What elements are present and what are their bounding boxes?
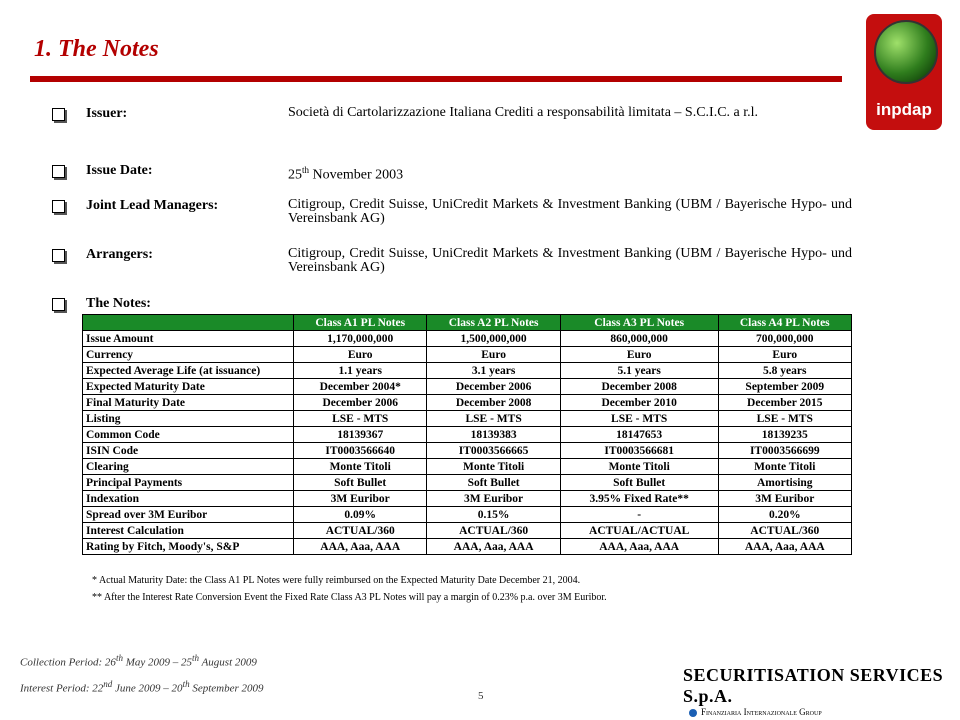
table-row <box>83 347 852 363</box>
title-rule <box>30 76 842 82</box>
table-cell: IT0003566699 <box>718 443 851 459</box>
interest-period: Interest Period: 22nd June 2009 – 20th September 2009 <box>20 678 264 695</box>
bullet-value: Citigroup, Credit Suisse, UniCredit Markets & Investment Banking (UBM / Bayerische Hypo- und Vereinsbank AG) <box>288 246 852 275</box>
table-cell: 700,000,000 <box>718 331 851 347</box>
table-cell: 1.1 years <box>294 363 427 379</box>
table-header-cell: Class A4 PL Notes <box>718 315 851 331</box>
table-cell: IT0003566640 <box>294 443 427 459</box>
table-cell: Soft Bullet <box>427 475 560 491</box>
table-row <box>83 475 852 491</box>
table-row <box>83 331 852 347</box>
table-cell: September 2009 <box>718 379 851 395</box>
row-label-cell: Final Maturity Date <box>83 395 294 411</box>
row-label-cell: Principal Payments <box>83 475 294 491</box>
table-cell: 0.09% <box>294 507 427 523</box>
table-footnotes <box>92 572 607 606</box>
bullet-the-notes <box>52 296 852 312</box>
notes-table-wrap <box>82 314 856 555</box>
table-cell: LSE - MTS <box>427 411 560 427</box>
bullet-label: Joint Lead Managers: <box>86 198 219 213</box>
table-cell: December 2006 <box>427 379 560 395</box>
collection-period: Collection Period: 26th May 2009 – 25th August 2009 <box>20 653 257 669</box>
table-row <box>83 363 852 379</box>
table-cell: IT0003566681 <box>560 443 718 459</box>
checkbox-bullet-icon <box>52 165 65 178</box>
table-cell: 3M Euribor <box>718 491 851 507</box>
group-line: Finanziaria Internazionale Group <box>689 707 960 717</box>
table-cell: 18139383 <box>427 427 560 443</box>
table-cell: LSE - MTS <box>718 411 851 427</box>
table-cell: Euro <box>560 347 718 363</box>
bullet-label: Arrangers: <box>86 247 153 262</box>
table-cell: Amortising <box>718 475 851 491</box>
table-cell: Monte Titoli <box>427 459 560 475</box>
table-row <box>83 539 852 555</box>
row-label-cell: Clearing <box>83 459 294 475</box>
table-cell: December 2010 <box>560 395 718 411</box>
row-label-cell: Currency <box>83 347 294 363</box>
table-cell: Euro <box>427 347 560 363</box>
table-cell: ACTUAL/360 <box>294 523 427 539</box>
inpdap-logo <box>866 14 942 130</box>
table-row <box>83 459 852 475</box>
table-cell: 5.8 years <box>718 363 851 379</box>
table-cell: AAA, Aaa, AAA <box>427 539 560 555</box>
table-row <box>83 379 852 395</box>
table-cell: December 2006 <box>294 395 427 411</box>
table-cell: 1,500,000,000 <box>427 331 560 347</box>
checkbox-bullet-icon <box>52 249 65 262</box>
period-info <box>20 648 264 699</box>
bullet-label: Issue Date: <box>86 163 153 178</box>
table-cell: Soft Bullet <box>560 475 718 491</box>
table-cell: 3M Euribor <box>294 491 427 507</box>
table-cell: 5.1 years <box>560 363 718 379</box>
table-cell: Euro <box>718 347 851 363</box>
table-cell: - <box>560 507 718 523</box>
table-cell: LSE - MTS <box>294 411 427 427</box>
table-cell: December 2008 <box>560 379 718 395</box>
footnote-2: ** After the Interest Rate Conversion Event the Fixed Rate Class A3 PL Notes will pay a margin of 0.23% p.a. over 3M Euribor. <box>92 592 607 603</box>
table-cell: 0.15% <box>427 507 560 523</box>
table-cell: 3M Euribor <box>427 491 560 507</box>
table-row <box>83 523 852 539</box>
table-cell: 3.1 years <box>427 363 560 379</box>
table-cell: December 2015 <box>718 395 851 411</box>
row-label-cell: Spread over 3M Euribor <box>83 507 294 523</box>
row-label-cell: Indexation <box>83 491 294 507</box>
bullet-value: Citigroup, Credit Suisse, UniCredit Markets & Investment Banking (UBM / Bayerische Hypo- und Vereinsbank AG) <box>288 197 852 226</box>
table-cell: Monte Titoli <box>560 459 718 475</box>
bullet-issuer <box>52 106 852 150</box>
footnote-1: * Actual Maturity Date: the Class A1 PL Notes were fully reimbursed on the Expected Maturity Date December 21, 2004. <box>92 575 581 586</box>
company-branding <box>683 665 960 717</box>
notes-table <box>82 314 852 555</box>
bullet-joint-lead-managers <box>52 198 852 234</box>
table-header-cell: Class A1 PL Notes <box>294 315 427 331</box>
row-label-cell: Rating by Fitch, Moody's, S&P <box>83 539 294 555</box>
row-label-cell: Interest Calculation <box>83 523 294 539</box>
table-cell: 18139367 <box>294 427 427 443</box>
table-header-cell: Class A3 PL Notes <box>560 315 718 331</box>
table-cell: AAA, Aaa, AAA <box>560 539 718 555</box>
table-cell: 0.20% <box>718 507 851 523</box>
row-label-cell: Issue Amount <box>83 331 294 347</box>
table-cell: ACTUAL/ACTUAL <box>560 523 718 539</box>
table-row <box>83 411 852 427</box>
checkbox-bullet-icon <box>52 108 65 121</box>
company-name: SECURITISATION SERVICES S.p.A. <box>683 665 944 706</box>
logo-text: inpdap <box>876 100 932 119</box>
table-cell: AAA, Aaa, AAA <box>718 539 851 555</box>
table-cell: 18147653 <box>560 427 718 443</box>
table-header-cell: Class A2 PL Notes <box>427 315 560 331</box>
table-row <box>83 491 852 507</box>
globe-icon <box>874 20 938 84</box>
bullet-list <box>52 106 852 325</box>
table-cell: Soft Bullet <box>294 475 427 491</box>
table-cell: ACTUAL/360 <box>718 523 851 539</box>
table-cell: Monte Titoli <box>294 459 427 475</box>
table-header-cell <box>83 315 294 331</box>
table-cell: 18139235 <box>718 427 851 443</box>
table-row <box>83 443 852 459</box>
table-cell: IT0003566665 <box>427 443 560 459</box>
table-cell: Euro <box>294 347 427 363</box>
table-cell: ACTUAL/360 <box>427 523 560 539</box>
table-row <box>83 427 852 443</box>
page-title: 1. The Notes <box>34 36 159 62</box>
table-cell: December 2008 <box>427 395 560 411</box>
bullet-issue-date <box>52 163 852 185</box>
table-header-row <box>83 315 852 331</box>
table-cell: 3.95% Fixed Rate** <box>560 491 718 507</box>
row-label-cell: Expected Maturity Date <box>83 379 294 395</box>
row-label-cell: Expected Average Life (at issuance) <box>83 363 294 379</box>
table-cell: Monte Titoli <box>718 459 851 475</box>
table-row <box>83 507 852 523</box>
table-row <box>83 395 852 411</box>
table-cell: LSE - MTS <box>560 411 718 427</box>
row-label-cell: Listing <box>83 411 294 427</box>
page-number: 5 <box>478 690 484 702</box>
table-cell: 1,170,000,000 <box>294 331 427 347</box>
row-label-cell: ISIN Code <box>83 443 294 459</box>
checkbox-bullet-icon <box>52 200 65 213</box>
table-cell: December 2004* <box>294 379 427 395</box>
bullet-value: Società di Cartolarizzazione Italiana Crediti a responsabilità limitata – S.C.I.C. a r.l. <box>288 105 759 120</box>
table-cell: 860,000,000 <box>560 331 718 347</box>
bullet-label: Issuer: <box>86 106 128 121</box>
table-cell: AAA, Aaa, AAA <box>294 539 427 555</box>
bullet-arrangers <box>52 247 852 283</box>
finint-logo-icon <box>689 709 697 717</box>
bullet-label: The Notes: <box>86 296 151 311</box>
row-label-cell: Common Code <box>83 427 294 443</box>
checkbox-bullet-icon <box>52 298 65 311</box>
bullet-value: 25th November 2003 <box>288 165 404 183</box>
